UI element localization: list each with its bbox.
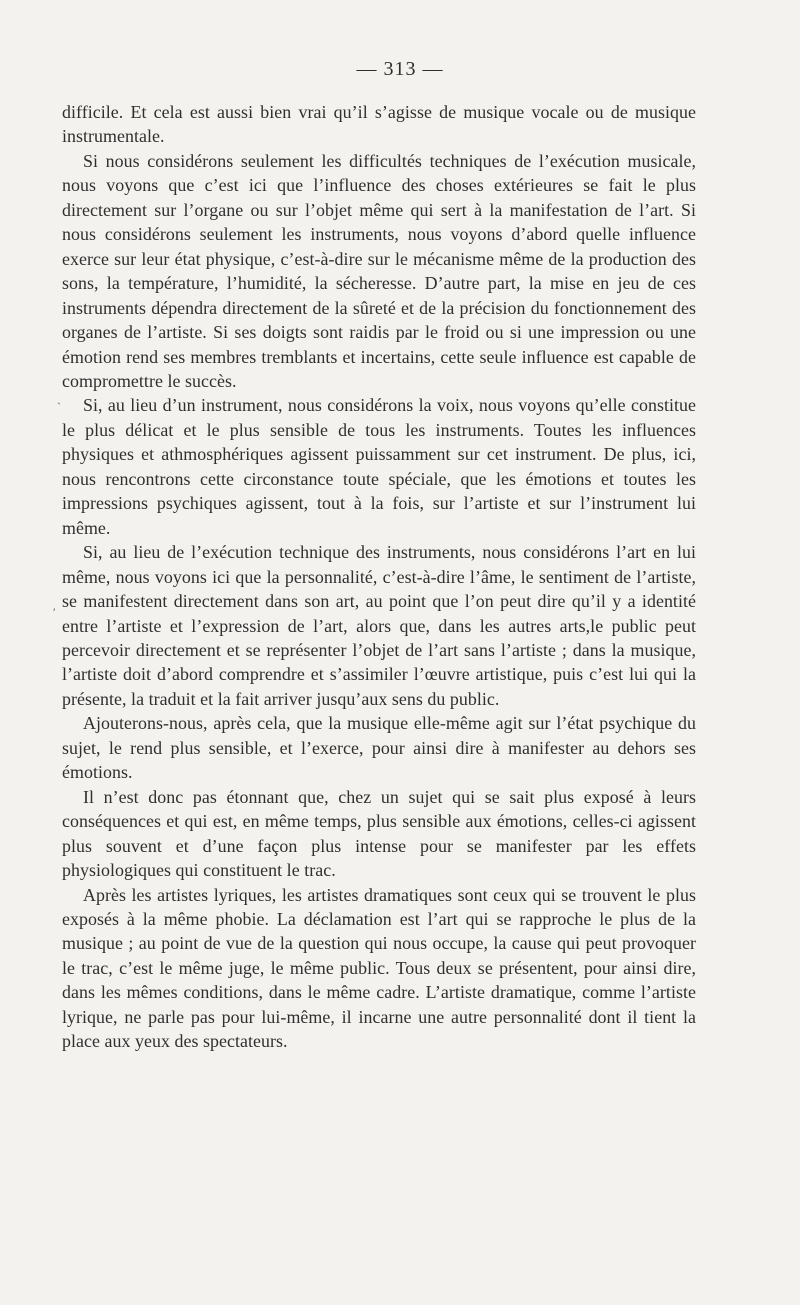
page-number: — 313 — [356, 58, 444, 80]
margin-mark: ` [57, 400, 61, 414]
margin-mark: ′ [53, 605, 56, 619]
paragraph: Si, au lieu de l’exécution technique des instruments, nous considérons l’art en lui même, nous voyons ici que la personnalité, c’est-à-dire l’âme, le sentiment de l’artiste, se manifestent directement dans son art, au point que l’on peut dire qu’il y a identité entre l’artiste et l’expression de l’art, alors que, dans les autres arts,le public peut percevoir directement et se représenter l’objet de l’art sans l’artiste ; dans la musique, l’artiste doit d’abord comprendre et s’assimiler l’œuvre artistique, puis c’est lui qui la présente, la traduit et la fait arriver jusqu’aux sens du public. [62, 542, 696, 709]
paragraph: Ajouterons-nous, après cela, que la musique elle-même agit sur l’état psychique du sujet, le rend plus sensible, et l’exerce, pour ainsi dire à manifester au dehors ses émotions. [62, 713, 696, 783]
paragraph: Si nous considérons seulement les difficultés techniques de l’exécution musicale, nous voyons que c’est ici que l’influence des choses extérieures se fait le plus directement sur l’organe ou sur l’objet même qui sert à la manifestation de l’art. Si nous considérons seulement les instruments, nous voyons d’abord quelle influence exerce sur leur état physique, c’est-à-dire sur le mécanisme même de la production des sons, la température, l’humidité, la sécheresse. D’autre part, la mise en jeu de ces instruments dépendra directement de la sûreté et de la précision du fonctionnement des organes de l’artiste. Si ses doigts sont raidis par le froid ou si une impression ou une émotion rend ses membres tremblants et incertains, cette seule influence est capable de compromettre le succès. [62, 150, 696, 391]
paragraph: Il n’est donc pas étonnant que, chez un sujet qui se sait plus exposé à leurs conséquences et qui est, en même temps, plus sensible aux émotions, celles-ci agissent plus souvent et d’une façon plus intense pour se manifester par les effets physiologiques qui constituent le trac. [62, 786, 696, 881]
paragraph: Après les artistes lyriques, les artistes dramatiques sont ceux qui se trouvent le plus exposés à la même phobie. La déclamation est l’art qui se rapproche le plus de la musique ; au point de vue de la question qui nous occupe, la cause qui peut provoquer le trac, c’est le même juge, le même public. Tous deux se présentent, pour ainsi dire, dans les mêmes conditions, dans le même cadre. L’artiste dramatique, comme l’artiste lyrique, ne parle pas pour lui-même, il incarne une autre personnalité dont il tient la place aux yeux des spectateurs. [62, 884, 696, 1052]
body-text [62, 100, 696, 1270]
paragraph: Si, au lieu d’un instrument, nous considérons la voix, nous voyons qu’elle constitue le plus délicat et le plus sensible de tous les instruments. Toutes les influences physiques et athmosphériques agissent puissamment sur cet instrument. De plus, ici, nous rencontrons cette circonstance toute spéciale, que les émotions et toutes les impressions psychiques agissent, tout à la fois, sur l’artiste et sur l’instrument lui même. [62, 395, 696, 538]
paragraph: difficile. Et cela est aussi bien vrai qu’il s’agisse de musique vocale ou de musique instrumentale. [62, 102, 696, 147]
